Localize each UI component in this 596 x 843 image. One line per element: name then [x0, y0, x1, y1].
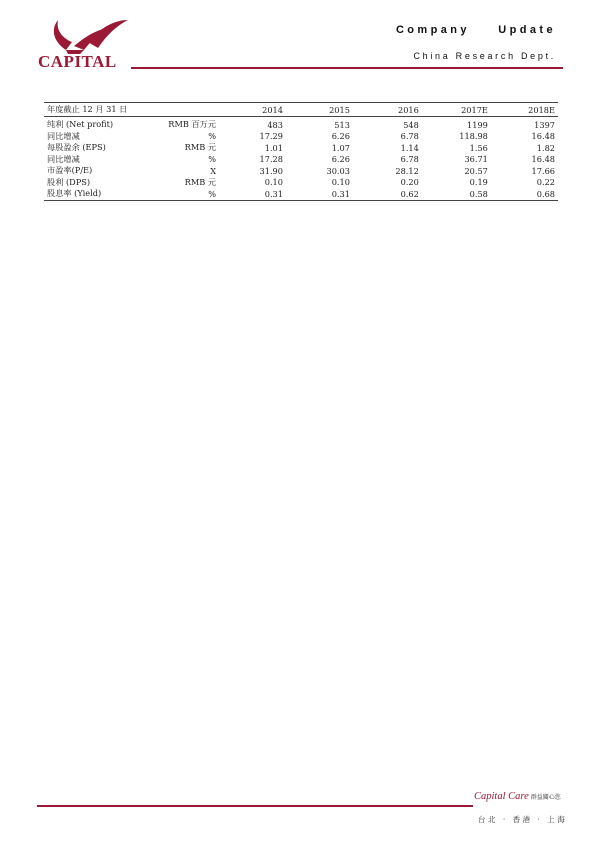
logo-text: CAPITAL: [38, 52, 117, 71]
row-unit: %: [208, 154, 217, 165]
footer-brand-cn: 群益關心您: [530, 795, 561, 801]
footer-brand-name: Capital Care: [474, 791, 529, 802]
row-value: 0.10: [264, 177, 283, 188]
row-value: 1397: [534, 119, 555, 130]
row-value: 483: [267, 119, 283, 130]
row-value: 16.48: [531, 131, 555, 142]
row-value: 6.26: [331, 154, 350, 165]
header-cell-period: 年度截止 12 月 31 日: [44, 103, 159, 117]
footer-cities: 台北 · 香港 · 上海: [478, 815, 568, 824]
row-value: 1.14: [400, 142, 419, 153]
row-value: 0.31: [286, 188, 353, 200]
row-value: 17.28: [259, 154, 283, 165]
table-row: [44, 177, 558, 189]
report-subtitle: China Research Dept.: [413, 51, 556, 61]
table-row: [44, 154, 558, 166]
table-row: [44, 131, 558, 143]
row-unit: RMB 百万元: [168, 119, 217, 130]
header-cell-2017e: 2017E: [422, 103, 491, 117]
row-value: 20.57: [464, 165, 488, 176]
footer-divider: [37, 805, 473, 807]
row-value: 0.19: [469, 177, 488, 188]
row-unit: %: [208, 131, 217, 142]
row-value: 1199: [467, 119, 488, 130]
row-label: 同比增减: [47, 153, 80, 164]
row-label: 股息率 (Yield): [44, 188, 159, 200]
row-value: 16.48: [531, 154, 555, 165]
row-value: 30.03: [326, 165, 350, 176]
row-label: 同比增减: [47, 130, 80, 141]
row-value: 1.01: [264, 142, 283, 153]
table-row: [44, 188, 558, 200]
row-unit: RMB 元: [184, 142, 217, 153]
row-value: 17.66: [531, 165, 555, 176]
row-value: 1.56: [469, 142, 488, 153]
header-cell-2014: 2014: [219, 103, 286, 117]
row-value: 1.07: [331, 142, 350, 153]
row-value: 28.12: [395, 165, 419, 176]
row-label: 每股盈余 (EPS): [47, 142, 106, 153]
row-unit: RMB 元: [184, 176, 217, 187]
table-header-row: [44, 103, 558, 117]
row-value: 0.31: [219, 188, 286, 200]
row-value: 118.98: [459, 131, 488, 142]
row-label: 市盈率(P/E): [47, 165, 93, 176]
row-value: 0.58: [422, 188, 491, 200]
row-unit: %: [159, 188, 219, 200]
row-value: 0.10: [331, 177, 350, 188]
row-value: 36.71: [464, 154, 488, 165]
row-label: 纯利 (Net profit): [47, 119, 114, 130]
row-value: 6.78: [400, 154, 419, 165]
row-value: 0.22: [536, 177, 555, 188]
row-value: 548: [403, 119, 419, 130]
row-unit: X: [210, 165, 217, 176]
header-divider: [131, 67, 563, 69]
row-value: 0.62: [353, 188, 422, 200]
table-row: [44, 117, 558, 131]
row-value: 31.90: [259, 165, 283, 176]
row-value: 1.82: [536, 142, 555, 153]
footer-brand: [474, 791, 561, 802]
header-cell-2016: 2016: [353, 103, 422, 117]
row-value: 6.26: [331, 131, 350, 142]
row-value: 17.29: [259, 131, 283, 142]
row-value: 513: [334, 119, 350, 130]
row-value: 6.78: [400, 131, 419, 142]
header-cell-2015: 2015: [286, 103, 353, 117]
table-row: [44, 165, 558, 177]
header-cell-2018e: 2018E: [491, 103, 558, 117]
row-label: 股利 (DPS): [47, 176, 91, 187]
table-row: [44, 142, 558, 154]
header-cell-unit: [159, 103, 219, 117]
row-value: 0.20: [400, 177, 419, 188]
row-value: 0.68: [491, 188, 558, 200]
report-title: Company Update: [395, 24, 556, 36]
financial-summary-table: [44, 102, 558, 201]
